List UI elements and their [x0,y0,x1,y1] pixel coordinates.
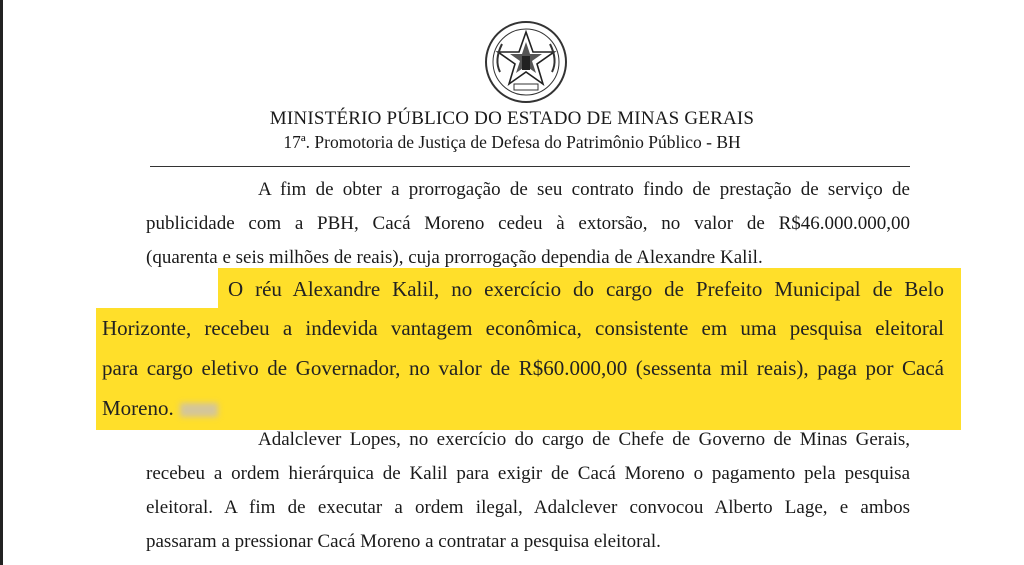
office-subtitle: 17ª. Promotoria de Justiça de Defesa do Patrimônio Público - BH [283,132,741,152]
text-line: Horizonte, recebeu a indevida vantagem econômica, consistente em uma pesquisa eleitoral [102,316,944,340]
text-line: O réu Alexandre Kalil, no exercício do cargo de Prefeito Municipal de Belo [228,277,944,301]
text-line: passaram a pressionar Cacá Moreno a contratar a pesquisa eleitoral. [146,531,661,552]
text-line: recebeu a ordem hierárquica de Kalil para exigir de Cacá Moreno o pagamento pela pesquisa [146,463,910,484]
redacted-mark [180,403,218,417]
text-line: A fim de obter a prorrogação de seu contrato findo de prestação de serviço de [258,179,910,200]
text-line: Moreno. [102,396,218,421]
text-line: Adalclever Lopes, no exercício do cargo de Chefe de Governo de Minas Gerais, [258,429,910,450]
institution-title: MINISTÉRIO PÚBLICO DO ESTADO DE MINAS GERAIS [269,108,755,129]
text-line: para cargo eletivo de Governador, no valor de R$60.000,00 (sessenta mil reais), paga por Cacá [102,356,944,380]
text-line: eleitoral. A fim de executar a ordem ilegal, Adalclever convocou Alberto Lage, e ambos [146,497,910,518]
text-line: (quarenta e seis milhões de reais), cuja prorrogação dependia de Alexandre Kalil. [146,247,763,268]
minas-gerais-seal [484,20,568,104]
text-line: publicidade com a PBH, Cacá Moreno cedeu à extorsão, no valor de R$46.000.000,00 [146,213,910,234]
header-divider [150,166,910,167]
page-edge [0,0,3,565]
